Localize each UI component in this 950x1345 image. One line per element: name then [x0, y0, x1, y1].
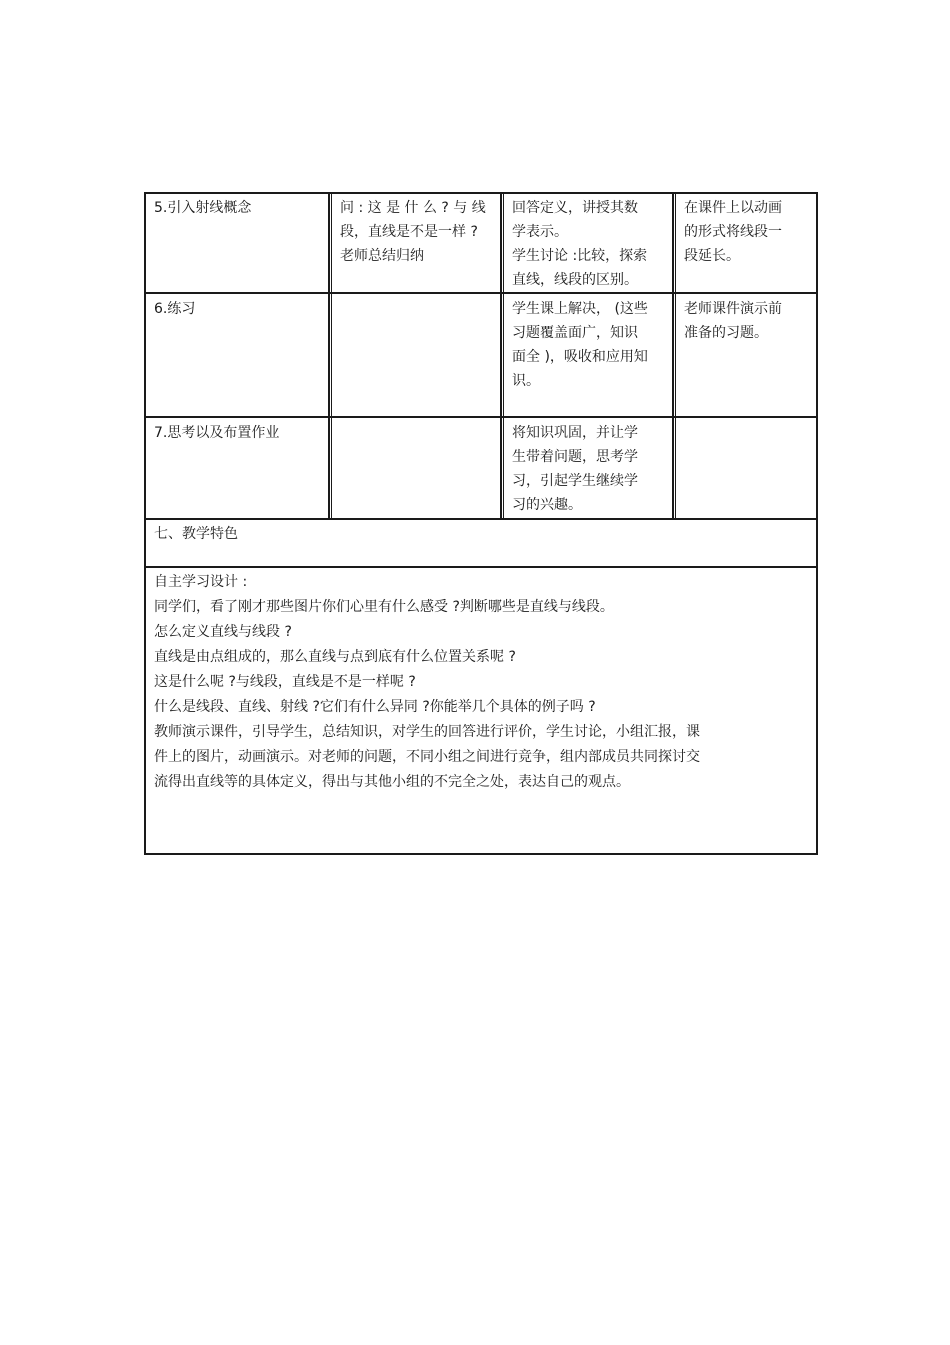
step-label: 7.思考以及布置作业	[154, 425, 280, 441]
student-activity-line: 将知识巩固，并让学	[512, 425, 638, 441]
student-activity-line: 习的兴趣。	[512, 497, 582, 513]
column-divider	[328, 192, 330, 519]
student-activity-cell	[504, 419, 672, 517]
media-line: 段延长。	[684, 248, 740, 264]
student-activity-cell	[504, 295, 672, 415]
column-divider	[500, 192, 502, 519]
student-activity-line: 识。	[512, 373, 540, 389]
design-line: 什么是线段、直线、射线 ?它们有什么异同 ?你能举几个具体的例子吗 ?	[154, 699, 596, 715]
design-line: 怎么定义直线与线段 ?	[154, 624, 292, 640]
student-activity-line: 学生讨论 :比较，探索	[512, 248, 648, 264]
media-cell	[676, 295, 816, 415]
design-description	[146, 570, 816, 852]
design-line: 教师演示课件，引导学生，总结知识，对学生的回答进行评价，学生讨论，小组汇报，课	[154, 724, 700, 740]
section-heading: 七、教学特色	[154, 526, 238, 542]
teacher-activity-line: 问 : 这 是 什 么 ? 与 线	[340, 200, 486, 216]
design-line: 自主学习设计 :	[154, 574, 248, 590]
section-heading-cell	[146, 520, 816, 566]
row-divider	[144, 416, 818, 418]
media-line: 老师课件演示前	[684, 301, 782, 317]
student-activity-line: 面全 )，吸收和应用知	[512, 349, 648, 365]
design-line: 流得出直线等的具体定义，得出与其他小组的不完全之处，表达自己的观点。	[154, 774, 630, 790]
teacher-activity-line: 段，直线是不是一样 ?	[340, 224, 478, 240]
media-line: 在课件上以动画	[684, 200, 782, 216]
student-activity-line: 学生课上解决， (这些	[512, 301, 648, 317]
media-cell	[676, 419, 816, 517]
media-line: 的形式将线段一	[684, 224, 782, 240]
step-cell	[146, 295, 328, 415]
student-activity-line: 回答定义，讲授其数	[512, 200, 638, 216]
design-line: 直线是由点组成的，那么直线与点到底有什么位置关系呢 ?	[154, 649, 516, 665]
row-divider	[144, 566, 818, 568]
student-activity-line: 学表示。	[512, 224, 568, 240]
teacher-activity-cell	[332, 194, 500, 292]
student-activity-line: 生带着问题，思考学	[512, 449, 638, 465]
design-line: 件上的图片，动画演示。对老师的问题，不同小组之间进行竞争，组内部成员共同探讨交	[154, 749, 700, 765]
step-cell	[146, 194, 328, 292]
student-activity-line: 直线，线段的区别。	[512, 272, 638, 288]
teacher-activity-line: 老师总结归纳	[340, 248, 424, 264]
teacher-activity-cell	[332, 419, 500, 517]
column-divider	[672, 192, 674, 519]
step-label: 5.引入射线概念	[154, 200, 252, 216]
design-line: 这是什么呢 ?与线段，直线是不是一样呢 ?	[154, 674, 416, 690]
row-divider	[144, 292, 818, 294]
media-line: 准备的习题。	[684, 325, 768, 341]
student-activity-cell	[504, 194, 672, 292]
student-activity-line: 习，引起学生继续学	[512, 473, 638, 489]
teacher-activity-cell	[332, 295, 500, 415]
media-cell	[676, 194, 816, 292]
step-label: 6.练习	[154, 301, 196, 317]
design-line: 同学们，看了刚才那些图片你们心里有什么感受 ?判断哪些是直线与线段。	[154, 599, 614, 615]
step-cell	[146, 419, 328, 517]
student-activity-line: 习题覆盖面广，知识	[512, 325, 638, 341]
